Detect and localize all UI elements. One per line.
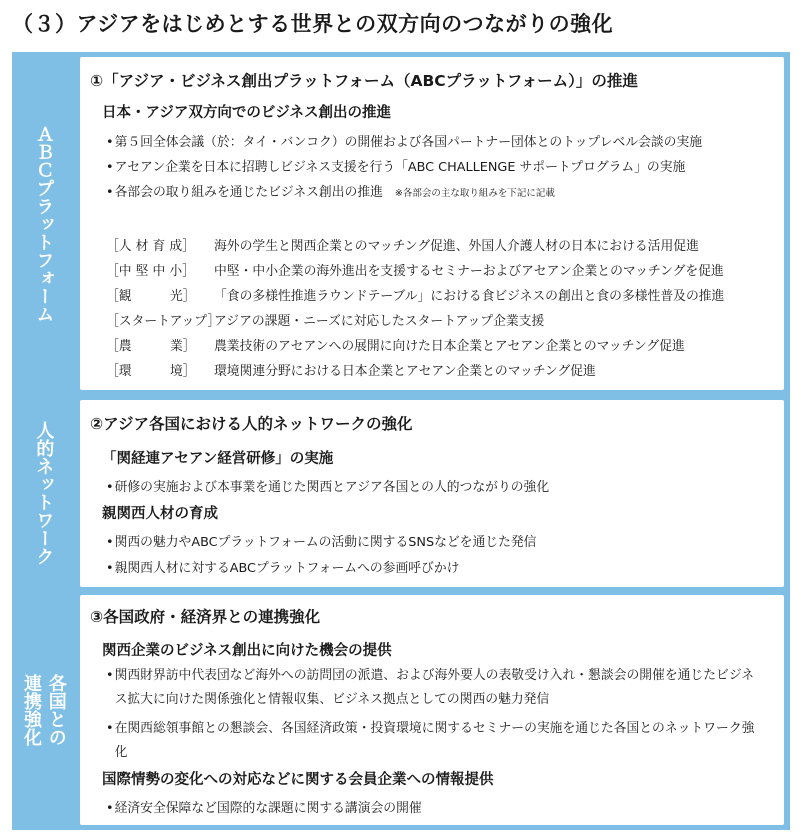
subsection-heading: 日本・アジア双方向でのビジネス創出の推進 <box>102 105 391 121</box>
subsection-heading: 関西企業のビジネス創出に向けた機会の提供 <box>102 643 392 659</box>
section-heading: ①「アジア・ビジネス創出プラットフォーム（ABCプラットフォーム）」の推進 <box>90 72 638 90</box>
section-abc-platform <box>12 52 790 395</box>
category-desc: 環境関連分野における日本企業とアセアン企業とのマッチング促進 <box>214 364 596 379</box>
category-desc: 中堅・中小企業の海外進出を支援するセミナーおよびアセアン企業とのマッチングを促進 <box>214 264 724 279</box>
category-desc: 海外の学生と関西企業とのマッチング促進、外国人介護人材の日本における活用促進 <box>214 239 699 254</box>
section-heading: ③各国政府・経済界との連携強化 <box>90 608 321 626</box>
subsection-heading: 親関西人材の育成 <box>102 506 218 522</box>
content-frame <box>12 52 790 830</box>
category-name: ［農 業］ <box>106 339 196 354</box>
bullet-item: •親関西人材に対するABCプラットフォームへの参画呼びかけ <box>106 561 460 576</box>
section-label-text: 人的ネットワーク <box>33 420 55 565</box>
section-government-cooperation <box>12 590 790 830</box>
bullet-item: •研修の実施および本事業を通じた関西とアジア各国との人的つながりの強化 <box>106 480 550 495</box>
category-desc: 「食の多様性推進ラウンドテーブル」における食ビジネスの創出と食の多様性普及の推進 <box>214 289 725 304</box>
section-label <box>12 395 74 590</box>
section-panel <box>80 595 784 825</box>
section-label <box>12 52 74 395</box>
note-text: ※各部会の主な取り組みを下記に記載 <box>394 188 555 199</box>
category-name: ［人 材 育 成］ <box>106 239 195 254</box>
subsection-heading: 国際情勢の変化への対応などに関する会員企業への情報提供 <box>102 772 494 788</box>
page-title: （３）アジアをはじめとする世界との双方向のつながりの強化 <box>12 12 614 36</box>
section-panel <box>80 400 784 587</box>
bullet-item: • 在関西総領事館との懇談会、各国経済政策・投資環境に関するセミナーの実施を通じた各国とのネットワーク強化 <box>106 721 755 760</box>
section-panel <box>80 57 784 390</box>
bullet-item: •各部会の取り組みを通じたビジネス創出の推進 ※各部会の主な取り組みを下記に記載 <box>106 185 555 200</box>
section-label <box>12 590 74 830</box>
category-name: ［観 光］ <box>106 289 196 304</box>
bullet-item: •第５回全体会議（於：タイ・バンコク）の開催および各国パートナー団体とのトップレベル会談の実施 <box>106 135 703 150</box>
bullet-item: •関西の魅力やABCプラットフォームの活動に関するSNSなどを通じた発信 <box>106 535 537 550</box>
section-label-text: 連携強化 <box>21 674 42 746</box>
bullet-item: •アセアン企業を日本に招聘しビジネス支援を行う「ABC CHALLENGE サポートプログラム」の実施 <box>106 160 686 175</box>
bullet-item: •経済安全保障など国際的な課題に関する講演会の開催 <box>106 801 422 816</box>
subsection-heading: 「関経連アセアン経営研修」の実施 <box>102 451 334 467</box>
category-desc: アジアの課題・ニーズに対応したスタートアップ企業支援 <box>214 314 545 329</box>
category-name: ［スタートアップ］ <box>106 314 221 329</box>
section-label-text: 各国との <box>45 674 67 746</box>
section-heading: ②アジア各国における人的ネットワークの強化 <box>90 415 413 433</box>
bullet-item: • 関西財界訪中代表団など海外への訪問団の派遣、および海外要人の表敬受け入れ・懇談会の開催を通じたビジネス拡大に向けた関係強化と情報収集、ビジネス拠点としての関西の魅力発信 <box>106 668 755 707</box>
section-human-network <box>12 395 790 590</box>
section-label-text: ＡＢＣプラットフォーム <box>33 124 55 323</box>
category-name: ［中 堅 中 小］ <box>106 264 195 279</box>
category-name: ［環 境］ <box>106 364 196 379</box>
category-desc: 農業技術のアセアンへの展開に向けた日本企業とアセアン企業とのマッチング促進 <box>214 339 685 354</box>
